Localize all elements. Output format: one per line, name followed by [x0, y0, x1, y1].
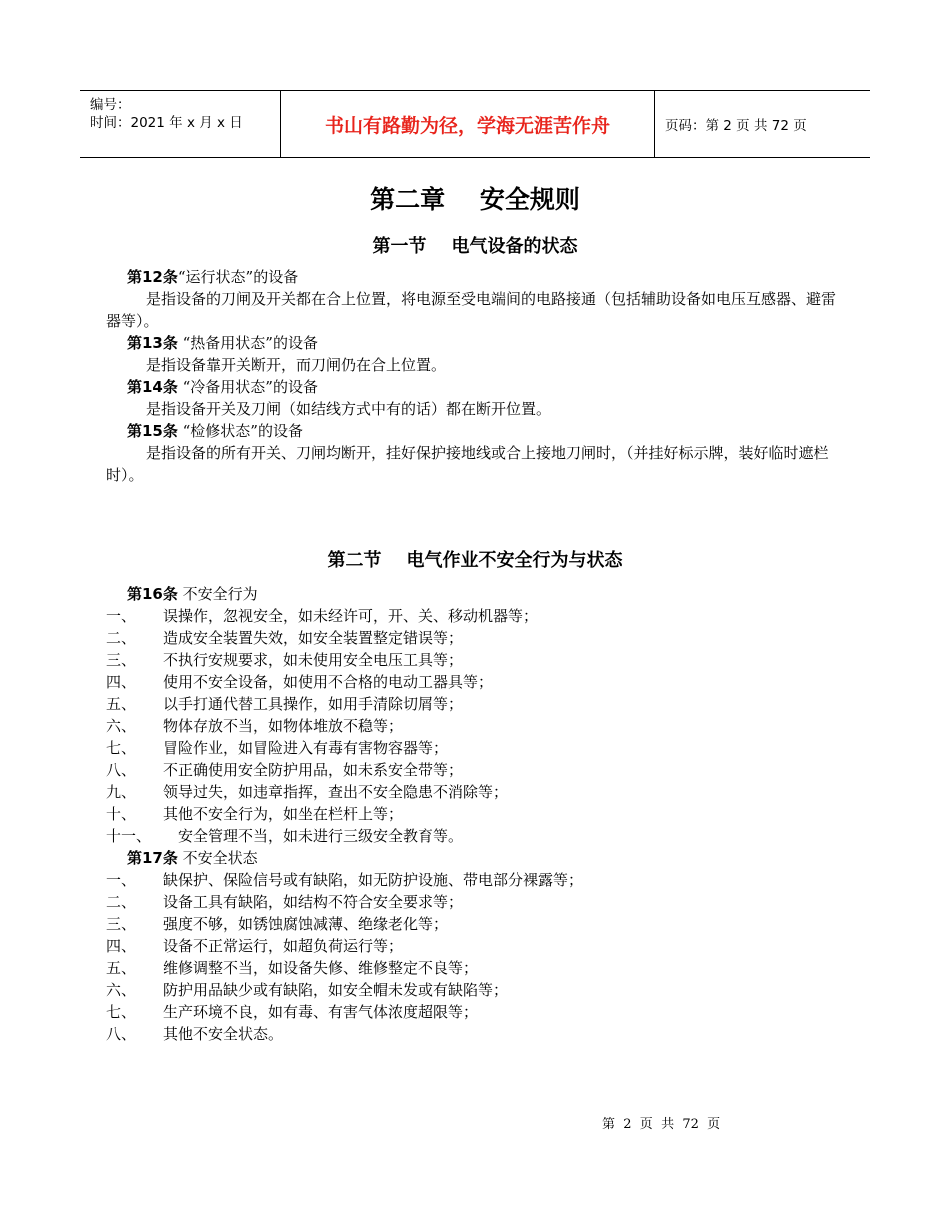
article-12-body: 是指设备的刀闸及开关都在合上位置，将电源至受电端间的电路接通（包括辅助设备如电压互感器、避雷器等）。 [106, 290, 837, 330]
list-item: 四、 使用不安全设备，如使用不合格的电动工器具等； [106, 673, 494, 691]
article-13-heading: 第13条 “热备用状态”的设备 [127, 334, 318, 352]
list-item: 五、 维修调整不当，如设备失修、维修整定不良等； [106, 959, 479, 977]
list-item: 六、 防护用品缺少或有缺陷，如安全帽未发或有缺陷等； [106, 981, 509, 999]
list-item: 一、 误操作，忽视安全，如未经许可，开、关、移动机器等； [106, 607, 539, 625]
article-17-heading: 第17条 不安全状态 [127, 849, 258, 867]
list-item: 五、 以手打通代替工具操作，如用手清除切屑等； [106, 695, 464, 713]
list-item: 十一、 安全管理不当，如未进行三级安全教育等。 [106, 827, 464, 845]
chapter-title: 第二章 安全规则 [370, 185, 580, 214]
article-13-body: 是指设备靠开关断开，而刀闸仍在合上位置。 [146, 356, 447, 374]
article-15-body: 是指设备的所有开关、刀闸均断开，挂好保护接地线或合上接地刀闸时，（并挂好标示牌，装好临时遮栏时）。 [106, 444, 829, 484]
code-label: 编号： [90, 97, 131, 113]
article-12-heading: 第12条“运行状态”的设备 [127, 268, 299, 286]
section-2-body [106, 583, 836, 1045]
list-item: 七、 冒险作业，如冒险进入有毒有害物容器等； [106, 739, 449, 757]
list-item: 八、 其他不安全状态。 [106, 1025, 284, 1043]
header-page-number: 页码：第 2 页 共 72 页 [665, 118, 807, 134]
article-14-heading: 第14条 “冷备用状态”的设备 [127, 378, 318, 396]
section-1-body [106, 266, 836, 486]
page-footer: 第 2 页 共 72 页 [602, 1117, 721, 1132]
list-item: 八、 不正确使用安全防护用品，如未系安全带等； [106, 761, 464, 779]
list-item: 一、 缺保护、保险信号或有缺陷，如无防护设施、带电部分裸露等； [106, 871, 584, 889]
header-motto: 书山有路勤为径，学海无涯苦作舟 [281, 91, 655, 157]
section-2-title: 第二节 电气作业不安全行为与状态 [327, 550, 623, 571]
list-item: 二、 造成安全装置失效，如安全装置整定错误等； [106, 629, 464, 647]
list-item: 三、 强度不够，如锈蚀腐蚀减薄、绝缘老化等； [106, 915, 449, 933]
list-item: 三、 不执行安规要求，如未使用安全电压工具等； [106, 651, 464, 669]
time-label: 时间：2021 年 x 月 x 日 [90, 115, 243, 131]
page-header [80, 90, 870, 158]
list-item: 七、 生产环境不良，如有毒、有害气体浓度超限等； [106, 1003, 479, 1021]
section-1-title: 第一节 电气设备的状态 [372, 236, 578, 257]
list-item: 十、 其他不安全行为，如坐在栏杆上等； [106, 805, 404, 823]
article-15-heading: 第15条 “检修状态”的设备 [127, 422, 303, 440]
article-14-body: 是指设备开关及刀闸（如结线方式中有的话）都在断开位置。 [146, 400, 552, 418]
list-item: 四、 设备不正常运行，如超负荷运行等； [106, 937, 404, 955]
list-item: 九、 领导过失，如违章指挥，查出不安全隐患不消除等； [106, 783, 509, 801]
list-item: 六、 物体存放不当，如物体堆放不稳等； [106, 717, 404, 735]
header-meta [80, 91, 281, 157]
list-item: 二、 设备工具有缺陷，如结构不符合安全要求等； [106, 893, 464, 911]
article-16-heading: 第16条 不安全行为 [127, 585, 258, 603]
